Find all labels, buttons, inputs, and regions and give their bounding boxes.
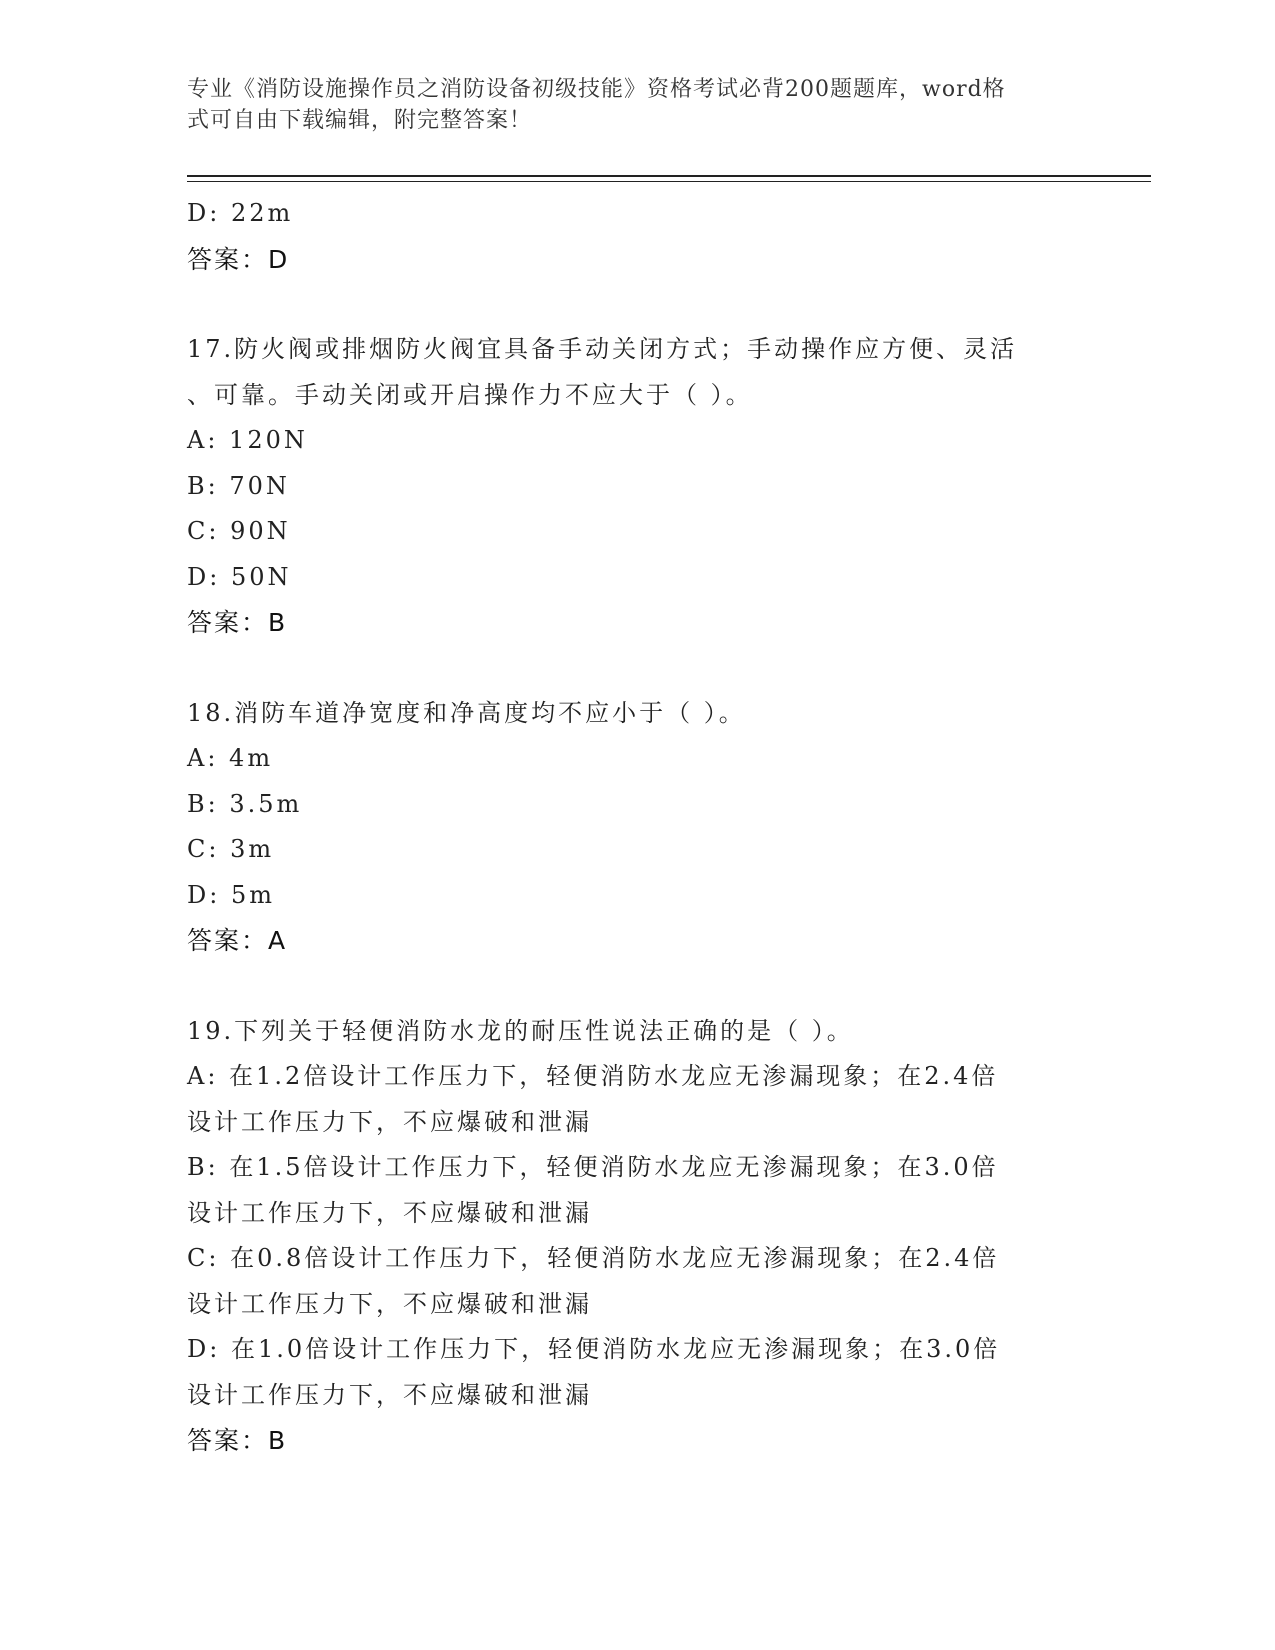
header-line: 专业《消防设施操作员之消防设备初级技能》资格考试必背200题题库，word格 (187, 77, 1006, 102)
option-b-continued: 设计工作压力下，不应爆破和泄漏 (187, 1198, 592, 1227)
question-17 (187, 327, 1067, 646)
question-19 (187, 1009, 1067, 1464)
option-c: C: 90N (187, 517, 291, 545)
question-content (187, 191, 1067, 1464)
spacer (187, 646, 1067, 691)
header-line: 式可自由下载编辑，附完整答案！ (187, 108, 533, 133)
question-stem: 18.消防车道净宽度和净高度均不应小于（ ）。 (187, 698, 746, 727)
document-header (187, 74, 1067, 136)
option-b: B: 3.5m (187, 789, 303, 818)
header-divider-thick (187, 175, 1151, 177)
option-b: B: 70N (187, 471, 290, 500)
option-c-continued: 设计工作压力下，不应爆破和泄漏 (187, 1289, 592, 1318)
option-c: C: 在0.8倍设计工作压力下，轻便消防水龙应无渗漏现象；在2.4倍 (187, 1244, 1000, 1272)
option-a: A: 120N (187, 426, 308, 454)
answer-text: 答案：B (187, 1426, 288, 1455)
option-a: A: 在1.2倍设计工作压力下，轻便消防水龙应无渗漏现象；在2.4倍 (187, 1062, 999, 1090)
option-d: D: 22m (187, 199, 294, 227)
question-stem: 、可靠。手动关闭或开启操作力不应大于（ ）。 (187, 380, 753, 409)
option-c: C: 3m (187, 835, 275, 863)
option-a-continued: 设计工作压力下，不应爆破和泄漏 (187, 1107, 592, 1136)
answer-text: 答案：B (187, 608, 288, 637)
answer-text: 答案：A (187, 926, 288, 955)
option-b: B: 在1.5倍设计工作压力下，轻便消防水龙应无渗漏现象；在3.0倍 (187, 1153, 999, 1181)
question-18 (187, 691, 1067, 964)
question-stem: 19.下列关于轻便消防水龙的耐压性说法正确的是（ ）。 (187, 1016, 854, 1045)
option-d: D: 在1.0倍设计工作压力下，轻便消防水龙应无渗漏现象；在3.0倍 (187, 1335, 1001, 1363)
question-stem: 17.防火阀或排烟防火阀宜具备手动关闭方式；手动操作应方便、灵活 (187, 335, 1018, 363)
option-d: D: 5m (187, 880, 275, 909)
spacer (187, 282, 1067, 327)
header-divider-thin (187, 181, 1151, 182)
answer-text: 答案：D (187, 244, 290, 274)
option-d: D: 50N (187, 562, 292, 591)
option-a: A: 4m (187, 744, 274, 772)
option-d-continued: 设计工作压力下，不应爆破和泄漏 (187, 1380, 592, 1409)
spacer (187, 964, 1067, 1009)
